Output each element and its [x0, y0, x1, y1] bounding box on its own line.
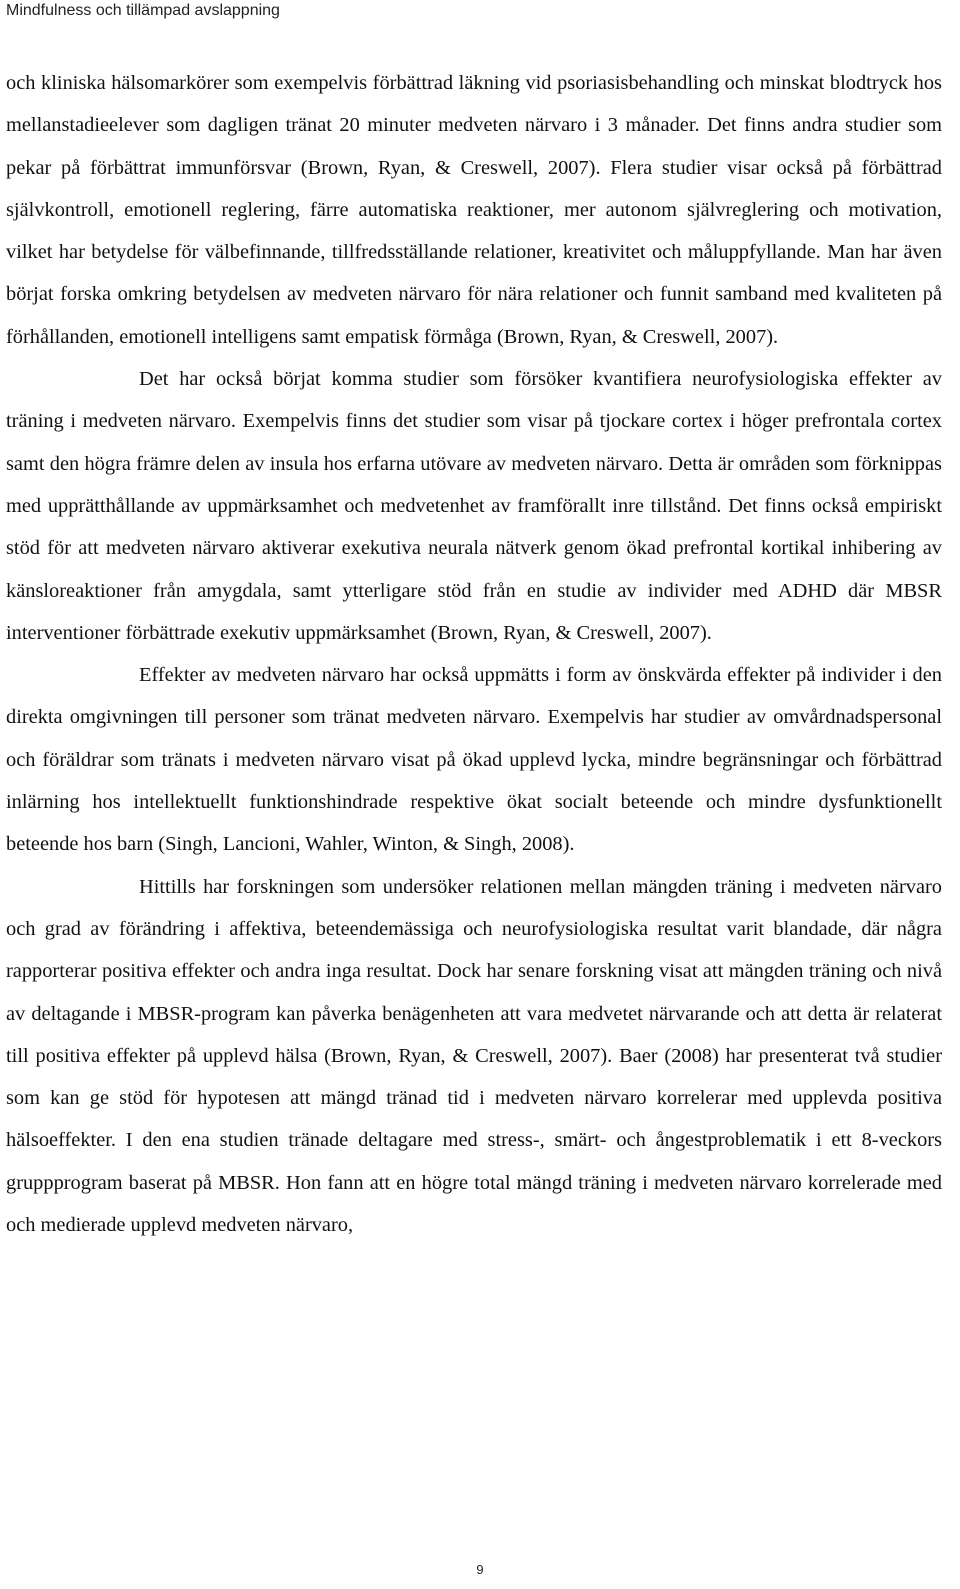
- paragraph-2: Det har också börjat komma studier som försöker kvantifiera neurofysiologiska effekter av träning i medveten närvaro. Exempelvis finns det studier som visar på tjockare cortex i höger prefrontala cortex samt den högra främre delen av insula hos erfarna utövare av medveten närvaro. Detta är områden som förknippas med upprätthållande av uppmärksamhet och medvetenhet av framförallt inre tillstånd. Det finns också empiriskt stöd för att medveten närvaro aktiverar exekutiva neurala nätverk genom ökad prefrontal kortikal inhibering av känsloreaktioner från amygdala, samt ytterligare stöd från en studie av individer med ADHD där MBSR interventioner förbättrade exekutiv uppmärksamhet (Brown, Ryan, & Creswell, 2007).: [6, 368, 942, 644]
- running-header: Mindfulness och tillämpad avslappning: [6, 2, 280, 19]
- page-number: 9: [476, 1562, 484, 1577]
- document-body: [6, 62, 942, 1246]
- paragraph-3: Effekter av medveten närvaro har också uppmätts i form av önskvärda effekter på individer i den direkta omgivningen till personer som tränat medveten närvaro. Exempelvis har studier av omvårdnadspersonal och föräldrar som tränats i medveten närvaro visat på ökad upplevd lycka, mindre begränsningar och förbättrad inlärning hos intellektuellt funktionshindrade respektive ökat socialt beteende och mindre dysfunktionellt beteende hos barn (Singh, Lancioni, Wahler, Winton, & Singh, 2008).: [6, 664, 942, 856]
- paragraph-1: och kliniska hälsomarkörer som exempelvis förbättrad läkning vid psoriasisbehandling och minskat blodtryck hos mellanstadieelever som dagligen tränat 20 minuter medveten närvaro i 3 månader. Det finns andra studier som pekar på förbättrat immunförsvar (Brown, Ryan, & Creswell, 2007). Flera studier visar också på förbättrad självkontroll, emotionell reglering, färre automatiska reaktioner, mer autonom självreglering och motivation, vilket har betydelse för välbefinnande, tillfredsställande relationer, kreativitet och måluppfyllande. Man har även börjat forska omkring betydelsen av medveten närvaro för nära relationer och funnit samband med kvaliteten på förhållanden, emotionell intelligens samt empatisk förmåga (Brown, Ryan, & Creswell, 2007).: [6, 72, 942, 348]
- paragraph-4: Hittills har forskningen som undersöker relationen mellan mängden träning i medveten närvaro och grad av förändring i affektiva, beteendemässiga och neurofysiologiska resultat varit blandade, där några rapporterar positiva effekter och andra inga resultat. Dock har senare forskning visat att mängden träning och nivå av deltagande i MBSR-program kan påverka benägenheten att vara medvetet närvarande och att detta är relaterat till positiva effekter på upplevd hälsa (Brown, Ryan, & Creswell, 2007). Baer (2008) har presenterat två studier som kan ge stöd för hypotesen att mängd tränad tid i medveten närvaro korrelerar med upplevda positiva hälsoeffekter. I den ena studien tränade deltagare med stress-, smärt- och ångestproblematik i ett 8-veckors gruppprogram baserat på MBSR. Hon fann att en högre total mängd träning i medveten närvaro korrelerade med och medierade upplevd medveten närvaro,: [6, 875, 942, 1237]
